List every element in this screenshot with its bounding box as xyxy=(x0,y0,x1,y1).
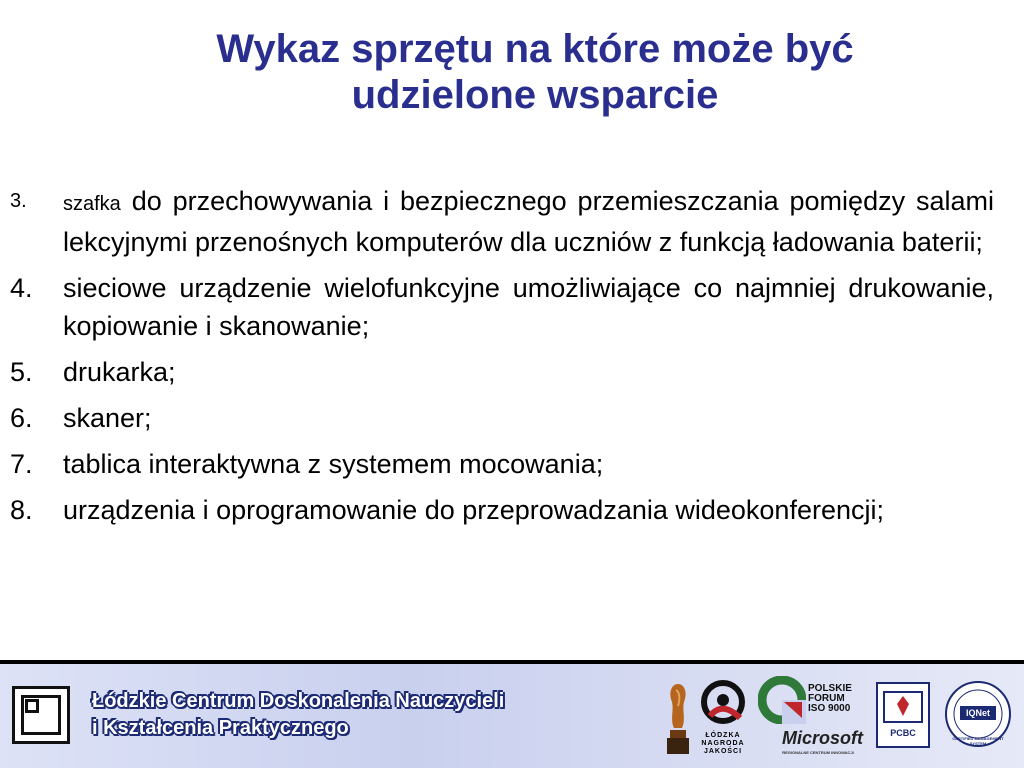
org-line-1: Łódzkie Centrum Doskonalenia Nauczycieli xyxy=(92,690,505,712)
list-item xyxy=(10,353,994,391)
list-item-number: 3. xyxy=(10,190,27,212)
pcbc-certificate-icon xyxy=(876,682,930,748)
title-line-1: Wykaz sprzętu na które może być xyxy=(216,27,854,71)
list-item-number: 5. xyxy=(10,357,33,387)
list-item xyxy=(10,182,994,261)
list-item-number: 8. xyxy=(10,495,33,525)
iqnet-label: IQNet xyxy=(965,708,990,718)
list-item-number: 4. xyxy=(10,273,33,303)
award-label: ŁÓDZKA NAGRODA JAKOŚCI xyxy=(701,732,745,755)
forum-label-1: POLSKIE xyxy=(808,683,852,694)
trophy-icon xyxy=(664,680,692,758)
list-item xyxy=(10,445,994,483)
list-item-text: drukarka; xyxy=(63,357,176,387)
lodz-quality-award-icon xyxy=(700,678,746,730)
list-item-lead: szafka xyxy=(63,193,121,215)
equipment-list xyxy=(10,182,994,537)
microsoft-sub-label: REGIONALNE CENTRUM INNOWACJI xyxy=(782,750,854,755)
list-item-number: 7. xyxy=(10,449,33,479)
iqnet-ring-label: CERTIFIED MANAGEMENT SYSTEM xyxy=(952,736,1004,746)
list-item xyxy=(10,269,994,345)
organization-name xyxy=(92,688,504,742)
pcbc-label: PCBC xyxy=(890,728,916,738)
slide-title xyxy=(100,26,970,118)
title-line-2: udzielone wsparcie xyxy=(351,73,719,117)
list-item xyxy=(10,491,994,529)
list-item-text: do przechowywania i bezpiecznego przemieszczania pomiędzy salami lekcyjnymi przenośnych komputerów dla uczniów z funkcją ładowania baterii; xyxy=(63,186,994,257)
forum-label-2: FORUM xyxy=(808,693,845,704)
lcdnikp-logo-icon xyxy=(12,686,70,744)
iso-forum-icon xyxy=(758,676,806,724)
list-item-text: tablica interaktywna z systemem mocowania; xyxy=(63,449,604,479)
list-item-text: urządzenia i oprogramowanie do przeprowadzania wideokonferencji; xyxy=(63,495,884,525)
footer-bar xyxy=(0,664,1024,768)
list-item-text: skaner; xyxy=(63,403,152,433)
list-item-text: sieciowe urządzenie wielofunkcyjne umożliwiające co najmniej drukowanie, kopiowanie i skanowanie; xyxy=(63,273,994,341)
forum-label-3: ISO 9000 xyxy=(808,703,851,714)
microsoft-logo: Microsoft xyxy=(782,728,863,748)
iso-forum-label xyxy=(808,684,852,714)
list-item-number: 6. xyxy=(10,403,33,433)
list-item xyxy=(10,399,994,437)
org-line-2: i Kształcenia Praktycznego xyxy=(92,717,349,739)
